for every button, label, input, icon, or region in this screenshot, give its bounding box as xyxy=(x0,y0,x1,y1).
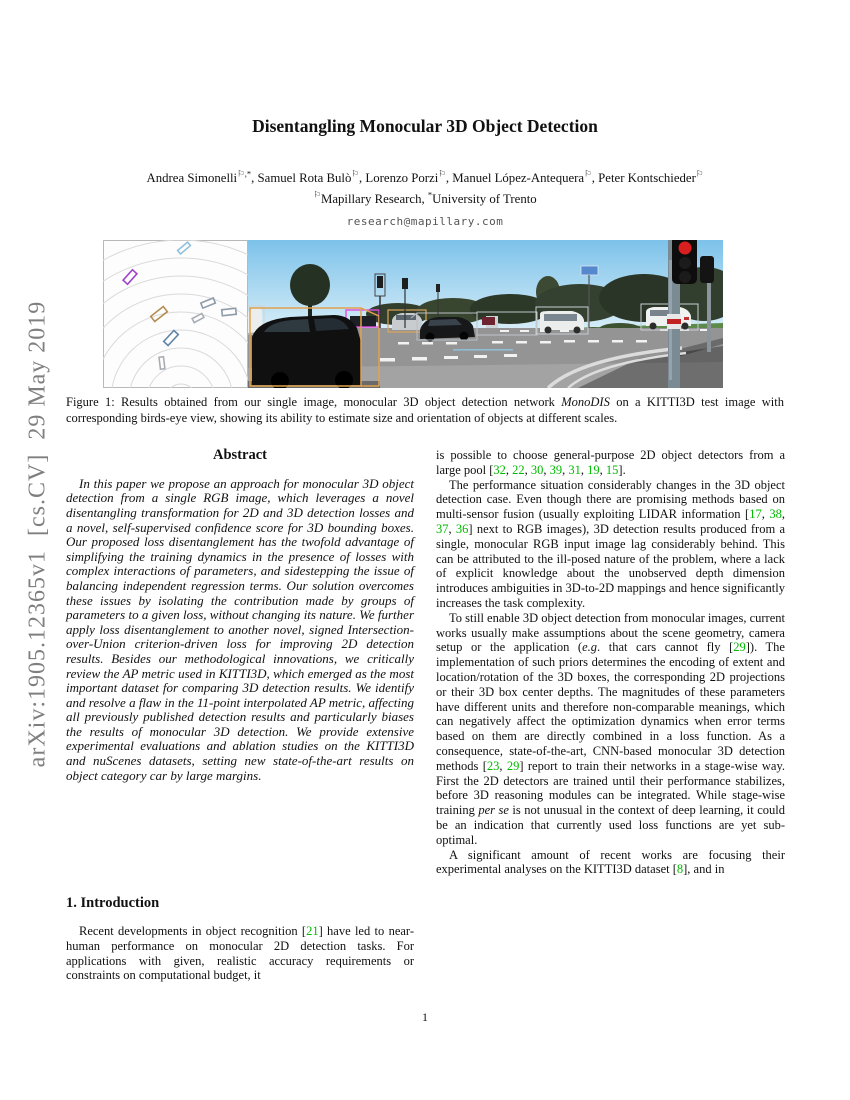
left-column xyxy=(66,448,414,783)
author-mark: ⚐ xyxy=(438,168,446,179)
red-light xyxy=(679,242,692,255)
author-separator: , xyxy=(591,171,599,185)
contact-email: research@mapillary.com xyxy=(346,215,504,228)
right-column xyxy=(436,448,785,877)
body-paragraph xyxy=(436,611,785,848)
citation-link[interactable]: 22 xyxy=(512,462,525,477)
author xyxy=(365,168,453,185)
birds-eye-view-panel xyxy=(103,240,248,388)
affiliation-mark: ⚐ xyxy=(313,189,321,200)
citation-link[interactable]: 38 xyxy=(769,507,782,522)
text-run: , xyxy=(505,462,513,477)
citation-link[interactable]: 39 xyxy=(549,462,563,477)
text-run: A significant amount of recent works are focusing their experimental analyses on the KITTI3D dataset [ xyxy=(436,847,785,877)
text-run: ] next to RGB images), 3D detection results produced from a single, monocular RGB input image lag considerably behind. This can be attributed to the ill-posed nature of the problem, where a lack of explicit knowledge about the unobserved depth dimension introduces ambiguities in 3D-to-2D mappings and hence significantly increases the task complexity. xyxy=(436,521,786,610)
citation-link[interactable]: 19 xyxy=(587,462,600,477)
text-run: is not unusual in the context of deep learning, it could be an indication that currently used loss functions are yet sub-optimal. xyxy=(436,803,785,847)
affiliation-mark: * xyxy=(427,189,433,200)
body-paragraph xyxy=(436,478,785,611)
citation-link[interactable]: 8 xyxy=(676,862,684,877)
citation-link[interactable]: 31 xyxy=(568,462,581,477)
citation-link[interactable]: 30 xyxy=(530,462,544,477)
text-run: , xyxy=(448,521,456,536)
text-run: ] report to train their networks in a stage-wise way. First the 2D detectors are trained until their performance stabilizes, before 3D reasoning modules can be integrated. While stage-wise training xyxy=(436,758,786,818)
text-run: Figure 1: Results obtained from our single image, monocular 3D object detection network xyxy=(66,395,562,409)
bev-background xyxy=(104,241,248,388)
street-photo-panel xyxy=(248,240,723,388)
citation-link[interactable]: 29 xyxy=(733,640,746,655)
emphasized-text: MonoDIS xyxy=(561,395,610,409)
text-run: Recent developments in object recognition [ xyxy=(79,924,307,938)
author xyxy=(146,168,258,185)
text-run: is possible to choose general-purpose 2D object detectors from a large pool [ xyxy=(436,448,785,477)
citation-link[interactable]: 21 xyxy=(306,924,319,938)
text-run: , xyxy=(562,462,569,477)
emphasized-text: e.g xyxy=(582,640,598,655)
author-mark: ⚐,* xyxy=(237,168,252,179)
figure-caption xyxy=(66,395,784,426)
author-separator: , xyxy=(251,171,258,185)
abstract-heading: Abstract xyxy=(213,447,267,463)
author-mark: ⚐ xyxy=(351,168,359,179)
arxiv-stamp: arXiv:1905.12365v1 [cs.CV] 29 May 2019 xyxy=(24,300,51,768)
page-number: 1 xyxy=(422,1010,428,1024)
citation-link[interactable]: 23 xyxy=(486,758,500,773)
abstract-text: In this paper we propose an approach for monocular 3D object detection from a single RGB image, which leverages a novel disentangling transformation for 2D and 3D detection losses and a novel, self-supervised confidence score for 3D bounding boxes. Our proposed loss disentanglement has the twofold advantage of simplifying the training dynamics in the presence of losses with complex interactions of parameters, and sidestepping the issue of balancing independent regression terms. Our solution overcomes these issues by isolating the contribution made by groups of parameters to a given loss, without changing its nature. We further apply loss disentanglement to another novel, signed Intersection-over-Union criterion-driven loss for improving 2D detection results. Besides our methodological innovations, we critically review the AP metric used in KITTI3D, which emerged as the most important dataset for comparing 3D detection results. We identify and resolve a flaw in the 11-point interpolated AP metric, affecting all previously published detection results and particularly biases the results of monocular 3D detection. We provide extensive experimental evaluations and ablation studies on the KITTI3D and nuScenes datasets, setting new state-of-the-art results on object category car by large margins. xyxy=(66,475,414,783)
intro-paragraph xyxy=(66,924,414,983)
text-run: The performance situation considerably changes in the 3D object detection case. Even though there are promising methods based on multi-sensor fusion (usually exploiting LIDAR information [ xyxy=(436,477,785,522)
author-name: Lorenzo Porzi xyxy=(365,171,439,185)
text-run: , xyxy=(781,507,786,522)
text-run: , xyxy=(599,462,606,477)
author-mark: ⚐ xyxy=(695,168,704,179)
author-name: Manuel López-Antequera xyxy=(452,171,585,185)
paper-title: Disentangling Monocular 3D Object Detection xyxy=(252,116,598,136)
affiliation-text: Mapillary Research, xyxy=(320,192,428,206)
text-run: ], and in xyxy=(683,862,725,877)
citation-link[interactable]: 36 xyxy=(455,521,469,536)
author-separator: , xyxy=(359,171,366,185)
author-separator: , xyxy=(445,171,453,185)
author-mark: ⚐ xyxy=(584,168,592,179)
author xyxy=(257,168,366,185)
body-paragraph xyxy=(436,448,785,478)
text-run: , xyxy=(761,507,770,522)
affiliation-text: University of Trento xyxy=(432,192,537,206)
author xyxy=(452,168,599,185)
text-run: , xyxy=(524,462,531,477)
text-run: To still enable 3D object detection from monocular images, current works usually make assumptions about the scene geometry, camera setup or the application ( xyxy=(436,610,785,655)
text-run: ] have led to near-human performance on monocular 2D detection tasks. For applications with given, realistic accuracy requirements or constraints on computational budget, it xyxy=(66,924,414,983)
body-paragraph xyxy=(436,848,785,878)
text-run: , xyxy=(543,462,550,477)
text-run: ]. xyxy=(618,462,626,477)
emphasized-text: per se xyxy=(478,803,509,818)
author-name: Samuel Rota Bulò xyxy=(257,171,352,185)
section-heading-introduction: 1. Introduction xyxy=(66,895,160,911)
text-run: , xyxy=(499,758,507,773)
figure-1 xyxy=(103,240,723,388)
author-line xyxy=(0,168,850,186)
text-run: on a KITTI3D test image with corresponding birds-eye view, showing its ability to estimate size and orientation of objects at different scales. xyxy=(66,395,784,425)
text-run: ]). The implementation of such priors determines the encoding of extent and location/rotation of the 3D boxes, the corresponding 2D projections or their 3D box center depths. The magnitudes of these parameters have different units and therefore non-comparable meanings, which can negatively affect the optimization dynamics when error terms based on them are directly combined in a loss function. As a consequence, state-of-the-art, CNN-based monocular 3D detection methods [ xyxy=(436,640,785,773)
citation-link[interactable]: 37 xyxy=(436,521,449,536)
citation-link[interactable]: 32 xyxy=(493,462,506,477)
citation-link[interactable]: 17 xyxy=(749,507,762,522)
introduction-section xyxy=(66,895,414,983)
citation-link[interactable]: 15 xyxy=(605,462,619,477)
text-run: . that cars cannot fly [ xyxy=(597,640,734,655)
author xyxy=(598,168,704,185)
author-name: Peter Kontschieder xyxy=(598,171,696,185)
citation-link[interactable]: 29 xyxy=(506,758,520,773)
affiliation-line xyxy=(0,189,850,207)
text-run: , xyxy=(580,462,588,477)
author-name: Andrea Simonelli xyxy=(146,171,238,185)
